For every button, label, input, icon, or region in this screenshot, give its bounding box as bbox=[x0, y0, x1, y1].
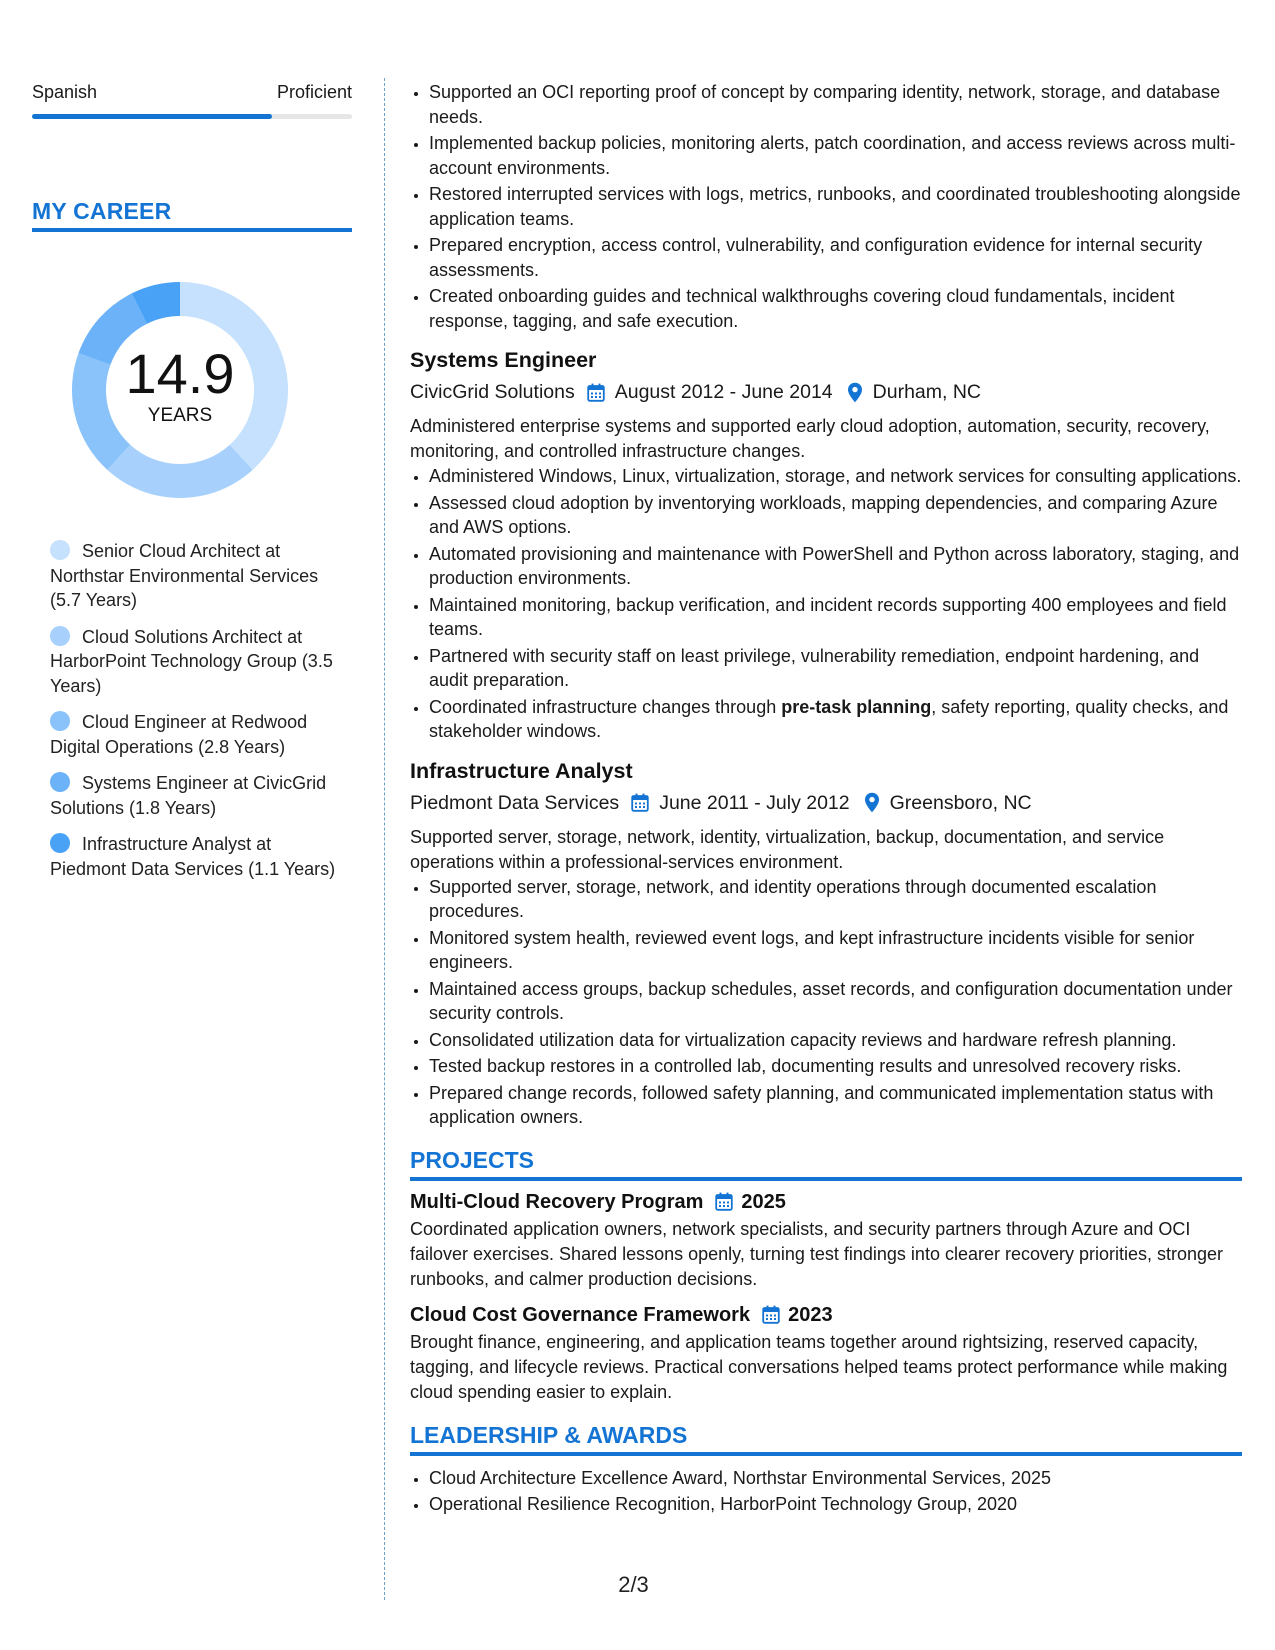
calendar-icon bbox=[631, 793, 649, 812]
project-description: Brought finance, engineering, and application teams together around rightsizing, reserved capacity, tagging, and lifecycle reviews. Practical conversations helped teams protect performance while making cloud spending easier to explain. bbox=[410, 1331, 1228, 1402]
right-column bbox=[410, 80, 1242, 1519]
legend-dot bbox=[50, 772, 70, 792]
awards-list bbox=[410, 1466, 1242, 1517]
bullet-bold-text: pre-task planning bbox=[781, 696, 932, 717]
map-pin-icon bbox=[847, 382, 863, 403]
bullet-text: , safety reporting, quality checks, and stakeholder windows. bbox=[429, 696, 1229, 741]
job-company: Piedmont Data Services bbox=[410, 791, 620, 814]
intro-bullet-list bbox=[410, 80, 1242, 333]
bullet-item: • Prepared encryption, access control, vulnerability, and configuration evidence for internal security assessments. bbox=[429, 233, 1242, 282]
legend-label: Cloud Engineer at Redwood Digital Operations (2.8 Years) bbox=[50, 712, 308, 757]
award-item: • Operational Resilience Recognition, HarborPoint Technology Group, 2020 bbox=[429, 1492, 1242, 1517]
job-entry bbox=[410, 758, 1242, 1130]
map-pin-icon bbox=[864, 792, 880, 813]
project-description: Coordinated application owners, network specialists, and security partners through Azure and OCI failover exercises. Shared lessons openly, turning test findings into clearer recovery priorities, stronger runbooks, and calmer production decisions. bbox=[410, 1218, 1224, 1289]
legend-item bbox=[50, 625, 352, 699]
legend-dot bbox=[50, 626, 70, 646]
job-entry bbox=[410, 347, 1242, 744]
legend-dot bbox=[50, 833, 70, 853]
language-level: Proficient bbox=[276, 82, 352, 102]
bullet-text: Coordinated infrastructure changes through bbox=[429, 696, 782, 717]
legend-label: Systems Engineer at CivicGrid Solutions (1.8 Years) bbox=[50, 773, 327, 818]
bullet-item: • Consolidated utilization data for virtualization capacity reviews and hardware refresh planning. bbox=[429, 1028, 1242, 1053]
bullet-item: • Maintained access groups, backup schedules, asset records, and configuration documentation under security controls. bbox=[429, 977, 1242, 1026]
calendar-icon bbox=[715, 1192, 733, 1211]
legend-item bbox=[50, 539, 352, 613]
bullet-item: • Restored interrupted services with logs, metrics, runbooks, and coordinated troubleshooting alongside application teams. bbox=[429, 182, 1242, 231]
projects-heading: PROJECTS bbox=[410, 1146, 1242, 1181]
bullet-item: • Assessed cloud adoption by inventorying workloads, mapping dependencies, and comparing Azure and AWS options. bbox=[429, 491, 1242, 540]
job-title: Infrastructure Analyst bbox=[410, 758, 633, 783]
bullet-item bbox=[429, 695, 1242, 744]
bullet-item: • Prepared change records, followed safety planning, and communicated implementation status with application owners. bbox=[429, 1081, 1242, 1130]
language-level-bar bbox=[32, 114, 352, 119]
bullet-item: • Implemented backup policies, monitoring alerts, patch coordination, and access reviews across multi-account environments. bbox=[429, 131, 1242, 180]
donut-center bbox=[65, 275, 295, 505]
language-row bbox=[32, 80, 352, 104]
legend-item bbox=[50, 710, 352, 759]
bullet-item: • Tested backup restores in a controlled lab, documenting results and unresolved recovery risks. bbox=[429, 1054, 1242, 1079]
project-year: 2023 bbox=[788, 1303, 833, 1326]
job-bullet-list bbox=[410, 464, 1242, 744]
legend-label: Senior Cloud Architect at Northstar Environmental Services (5.7 Years) bbox=[50, 541, 319, 610]
job-meta bbox=[410, 790, 1242, 816]
job-summary: Administered enterprise systems and supported early cloud adoption, automation, security, recovery, monitoring, and controlled infrastructure changes. bbox=[410, 416, 1210, 461]
legend-label: Infrastructure Analyst at Piedmont Data Services (1.1 Years) bbox=[50, 834, 336, 879]
legend-item bbox=[50, 771, 352, 820]
job-summary: Supported server, storage, network, identity, virtualization, backup, documentation, and service operations within a professional-services environment. bbox=[410, 826, 1165, 872]
job-location: Durham, NC bbox=[872, 381, 982, 403]
total-years-unit: YEARS bbox=[147, 405, 213, 426]
legend-label: Cloud Solutions Architect at HarborPoint Technology Group (3.5 Years) bbox=[50, 626, 333, 696]
page-number-text: 2/3 bbox=[618, 1572, 649, 1597]
project-year: 2025 bbox=[741, 1190, 786, 1213]
project-title: Cloud Cost Governance Framework bbox=[410, 1303, 751, 1326]
bullet-item: • Automated provisioning and maintenance with PowerShell and Python across laboratory, staging, and production environments. bbox=[429, 542, 1242, 591]
language-name: Spanish bbox=[32, 82, 98, 102]
bullet-item: • Administered Windows, Linux, virtualization, storage, and network services for consulting applications. bbox=[429, 464, 1242, 489]
job-bullet-list bbox=[410, 875, 1242, 1130]
bullet-item: • Maintained monitoring, backup verification, and incident records supporting 400 employees and field teams. bbox=[429, 593, 1242, 642]
bullet-item: • Monitored system health, reviewed event logs, and kept infrastructure incidents visible for senior engineers. bbox=[429, 926, 1242, 975]
legend-dot bbox=[50, 711, 70, 731]
job-title: Systems Engineer bbox=[410, 348, 597, 372]
career-donut-chart bbox=[65, 275, 295, 505]
job-meta bbox=[410, 379, 1242, 405]
job-dates: August 2012 - June 2014 bbox=[614, 381, 833, 403]
bullet-item: • Created onboarding guides and technical walkthroughs covering cloud fundamentals, incident response, tagging, and safe execution. bbox=[429, 284, 1242, 333]
bullet-item: • Partnered with security staff on least privilege, vulnerability remediation, endpoint hardening, and audit preparation. bbox=[429, 644, 1242, 693]
calendar-icon bbox=[587, 383, 605, 402]
career-heading: MY CAREER bbox=[32, 197, 352, 232]
calendar-icon bbox=[762, 1305, 780, 1324]
project-entry bbox=[410, 1302, 1242, 1405]
column-divider bbox=[384, 78, 385, 1600]
bullet-item: • Supported an OCI reporting proof of concept by comparing identity, network, storage, and database needs. bbox=[429, 80, 1242, 129]
job-dates: June 2011 - July 2012 bbox=[659, 791, 850, 814]
legend-dot bbox=[50, 540, 70, 560]
award-item: • Cloud Architecture Excellence Award, Northstar Environmental Services, 2025 bbox=[429, 1466, 1242, 1491]
legend-item bbox=[50, 832, 352, 881]
total-years-value: 14.9 bbox=[125, 342, 235, 405]
project-title-row bbox=[410, 1302, 1242, 1328]
job-location: Greensboro, NC bbox=[889, 791, 1032, 814]
language-level-fill bbox=[32, 114, 272, 119]
project-title: Multi-Cloud Recovery Program bbox=[410, 1190, 704, 1213]
left-column bbox=[32, 80, 352, 893]
project-entry bbox=[410, 1189, 1242, 1292]
bullet-item: • Supported server, storage, network, and identity operations through documented escalation procedures. bbox=[429, 875, 1242, 924]
awards-heading: LEADERSHIP & AWARDS bbox=[410, 1421, 1242, 1456]
page-number bbox=[0, 1572, 1275, 1598]
project-title-row bbox=[410, 1189, 1242, 1215]
job-company: CivicGrid Solutions bbox=[410, 381, 575, 403]
career-legend bbox=[32, 539, 352, 881]
